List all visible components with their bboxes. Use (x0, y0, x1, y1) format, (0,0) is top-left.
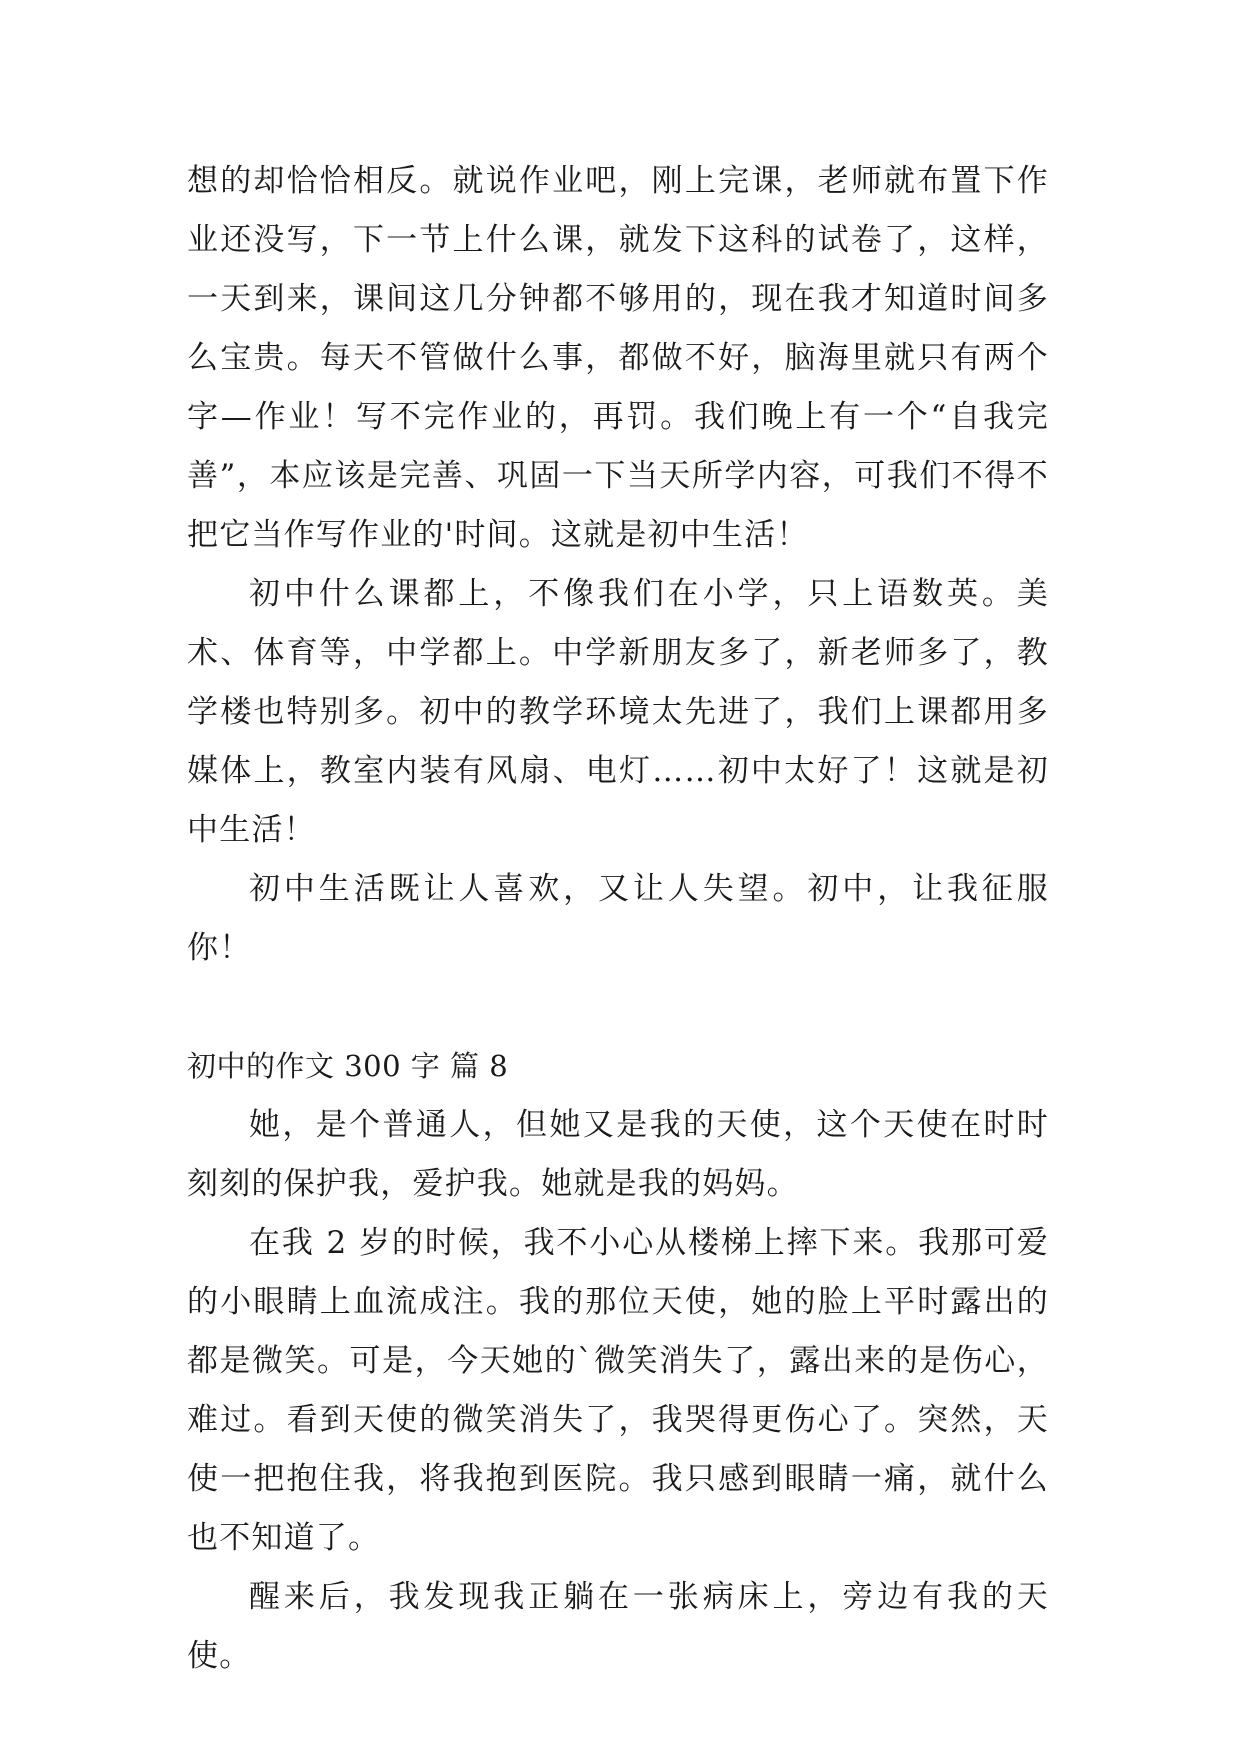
paragraph-waking-up: 醒来后，我发现我正躺在一张病床上，旁边有我的天使。 (187, 1579, 1049, 1674)
section-heading: 初中的作文 300 字 篇 8 (187, 1049, 509, 1083)
paragraph-continuation: 想的却恰恰相反。就说作业吧，刚上完课，老师就布置下作业还没写，下一节上什么课，就发下这科的试卷了，这样，一天到来，课间这几分钟都不够用的，现在我才知道时间多么宝贵。每天不管做什么事，都做不好，脑海里就只有两个字—作业！写不完作业的，再罚。我们晚上有一个“自我完善”，本应该是完善、巩固一下当天所学内容，可我们不得不把它当作写作业的'时间。这就是初中生活！ (187, 163, 1049, 553)
paragraph-conclusion: 初中生活既让人喜欢，又让人失望。初中，让我征服你！ (187, 871, 1049, 966)
document-body (187, 152, 1049, 1686)
paragraph-accident: 在我 2 岁的时候，我不小心从楼梯上摔下来。我那可爱的小眼睛上血流成注。我的那位天使，她的脸上平时露出的都是微笑。可是，今天她的`微笑消失了，露出来的是伤心，难过。看到天使的微笑消失了，我哭得更伤心了。突然，天使一把抱住我，将我抱到医院。我只感到眼睛一痛，就什么也不知道了。 (187, 1225, 1049, 1556)
paragraph-intro-angel: 她，是个普通人，但她又是我的天使，这个天使在时时刻刻的保护我，爱护我。她就是我的妈妈。 (187, 1107, 1049, 1202)
paragraph-courses: 初中什么课都上，不像我们在小学，只上语数英。美术、体育等，中学都上。中学新朋友多了，新老师多了，教学楼也特别多。初中的教学环境太先进了，我们上课都用多媒体上，教室内装有风扇、电灯……初中太好了！这就是初中生活！ (187, 576, 1049, 848)
